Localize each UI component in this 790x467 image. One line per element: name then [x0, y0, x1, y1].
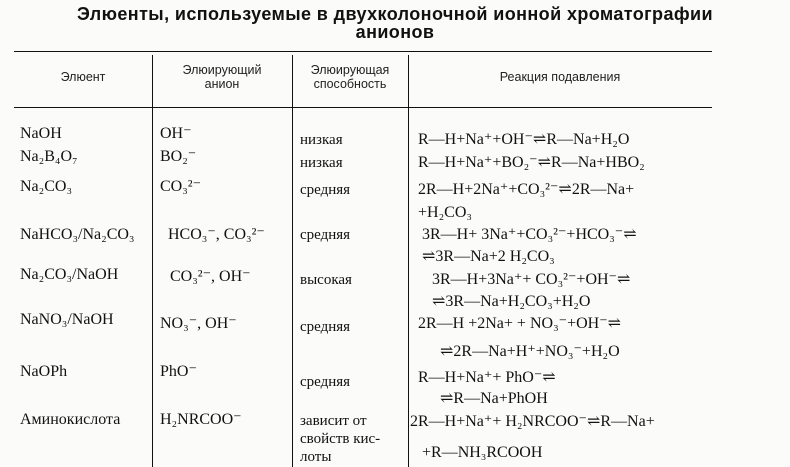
eluent-cell: Na₂CO₃ — [20, 178, 73, 195]
strength-cell: средняя — [300, 182, 351, 198]
column-divider — [152, 55, 153, 467]
header-strength-line1: Элюирующая — [310, 63, 390, 77]
strength-cell: средняя — [300, 227, 351, 243]
strength-cell: средняя — [300, 374, 351, 390]
reaction-cell: 3R—H+3Na⁺+ CO₃²⁻+OH⁻⇌ — [432, 271, 631, 288]
eluent-cell: NaOH — [20, 125, 62, 142]
reaction-cell: R—H+Na⁺+BO₂⁻⇌R—Na+HBO₂ — [418, 154, 645, 171]
eluent-cell: NaOPh — [20, 363, 68, 380]
reaction-cell: ⇌3R—Na+H₂CO₃+H₂O — [432, 293, 591, 310]
anion-cell: H₂NRCOO⁻ — [160, 411, 242, 428]
header-anion-line1: Элюирующий — [182, 63, 262, 77]
eluent-cell: Аминокислота — [20, 411, 121, 428]
strength-cell: зависит от — [300, 413, 367, 429]
strength-cell: средняя — [300, 319, 351, 335]
reaction-cell: 2R—H+2Na⁺+CO₃²⁻⇌2R—Na+ — [418, 181, 635, 198]
reaction-cell: ⇌R—Na+PhOH — [440, 390, 548, 407]
reaction-cell: ⇌2R—Na+H⁺+NO₃⁻+H₂O — [440, 343, 620, 360]
anion-cell: CO₃²⁻, OH⁻ — [170, 268, 251, 285]
header-strength-line2: способность — [313, 77, 387, 91]
reaction-cell: 2R—H +2Na+ + NO₃⁻+OH⁻⇌ — [418, 315, 622, 332]
reaction-cell: 3R—H+ 3Na⁺+CO₃²⁻+HCO₃⁻⇌ — [422, 226, 637, 243]
header-eluent: Элюент — [60, 70, 106, 84]
reaction-cell: 2R—H+Na⁺+ H₂NRCOO⁻⇌R—Na+ — [410, 413, 655, 430]
strength-cell: высокая — [300, 272, 352, 288]
anion-cell: BO₂⁻ — [160, 148, 197, 165]
reaction-cell: ⇌3R—Na+2 H₂CO₃ — [422, 248, 555, 265]
table-title-line1: Элюенты, используемые в двухколоночной ионной хроматографии — [77, 4, 713, 24]
header-strength — [292, 63, 408, 91]
anion-cell: OH⁻ — [160, 125, 192, 142]
eluent-cell: NaNO₃/NaOH — [20, 311, 114, 328]
eluent-cell: NaHCO₃/Na₂CO₃ — [20, 226, 135, 243]
header-anion — [152, 63, 292, 91]
eluent-cell: Na₂CO₃/NaOH — [20, 266, 119, 283]
anion-cell: HCO₃⁻, CO₃²⁻ — [168, 226, 265, 243]
reaction-cell: R—H+Na⁺+ PhO⁻⇌ — [418, 369, 556, 386]
strength-cell: низкая — [300, 155, 343, 171]
reaction-cell: R—H+Na⁺+OH⁻⇌R—Na+H₂O — [418, 131, 630, 148]
reaction-cell: +H₂CO₃ — [418, 204, 472, 221]
strength-cell: низкая — [300, 132, 343, 148]
header-reaction: Реакция подавления — [499, 70, 621, 84]
table-title-line2: анионов — [355, 22, 435, 42]
header-anion-line2: анион — [204, 77, 240, 91]
anion-cell: NO₃⁻, OH⁻ — [160, 315, 237, 332]
reaction-cell: +R—NH₃RCOOH — [422, 444, 543, 461]
column-divider — [292, 55, 293, 467]
strength-cell: свойств кис- — [300, 431, 381, 447]
column-divider — [408, 55, 409, 467]
anion-cell: PhO⁻ — [160, 363, 197, 380]
top-rule — [14, 51, 712, 52]
header-rule — [14, 107, 712, 108]
eluent-cell: Na₂B₄O₇ — [20, 148, 78, 165]
anion-cell: CO₃²⁻ — [160, 178, 202, 195]
strength-cell: лоты — [300, 449, 332, 465]
